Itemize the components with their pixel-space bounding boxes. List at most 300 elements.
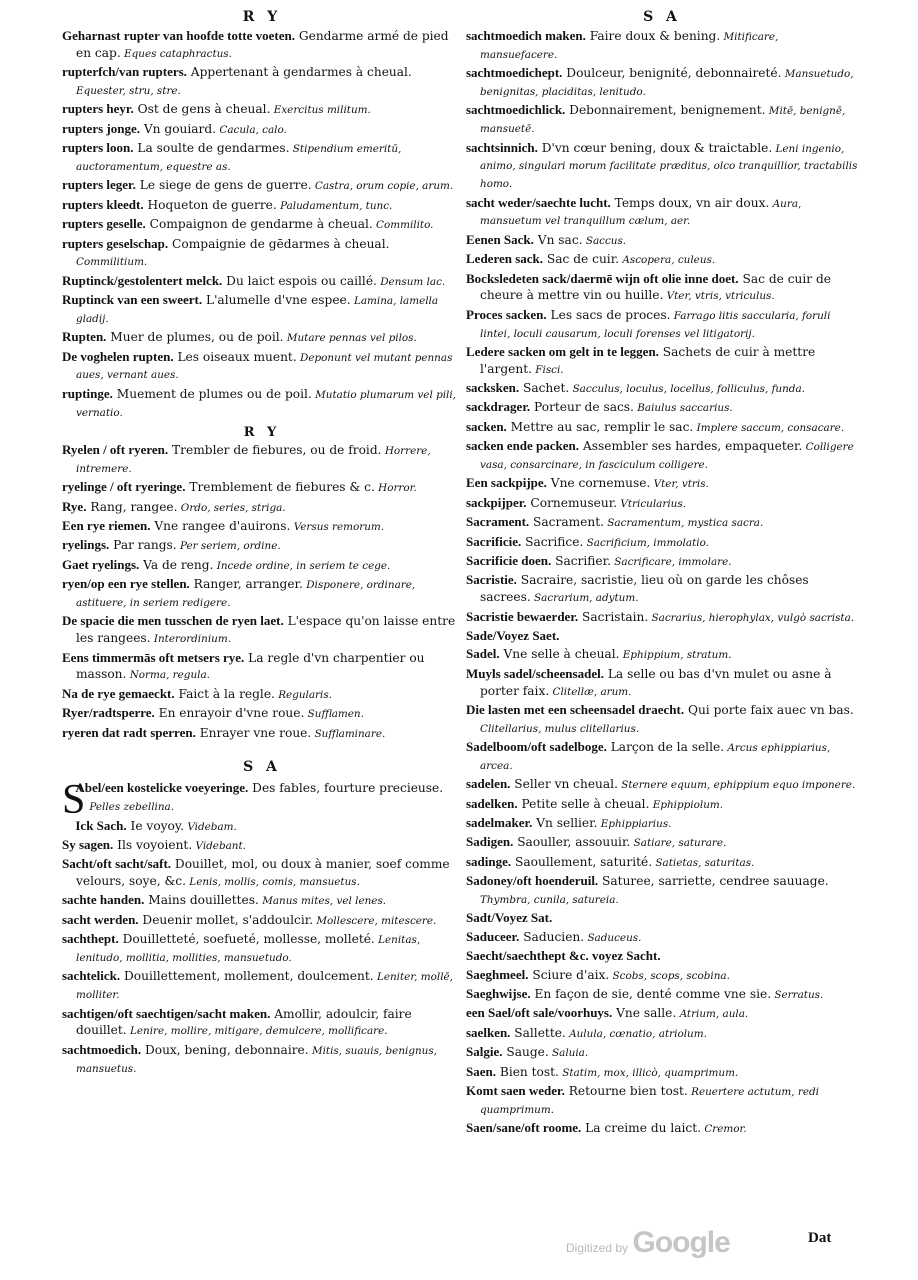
- headword: sacken ende packen.: [466, 438, 580, 454]
- french-gloss: Vne selle à cheual.: [499, 647, 620, 662]
- latin-gloss: Sufflaminare.: [311, 727, 386, 740]
- french-gloss: Va de reng.: [139, 557, 214, 572]
- latin-gloss: Baiulus saccarius.: [633, 402, 733, 415]
- headword: Sadelboom/oft sadelboge.: [466, 739, 607, 755]
- french-gloss: Ost de gens à cheual.: [133, 102, 271, 117]
- latin-gloss: Horrere, intremere.: [76, 445, 431, 475]
- headword: rupters geselschap.: [62, 235, 169, 251]
- headword: Een rye riemen.: [62, 518, 151, 534]
- french-gloss: Sacrifice.: [521, 534, 584, 549]
- right-column: [466, 6, 858, 1140]
- headword: Proces sacken.: [466, 306, 547, 322]
- french-gloss: Ie voyoy.: [126, 818, 185, 833]
- latin-gloss: Stipendium emeritū, auctoramentum, equestre as.: [76, 143, 402, 173]
- latin-gloss: Atrium, aula.: [676, 1008, 749, 1021]
- french-gloss: Les oiseaux muent.: [173, 349, 297, 364]
- french-gloss: La regle d'vn charpentier ou masson.: [76, 650, 425, 682]
- page-signature-right: S A: [643, 9, 681, 25]
- headword: sadinge.: [466, 853, 512, 869]
- dictionary-entry: [466, 834, 858, 852]
- latin-gloss: Saccus.: [582, 234, 627, 247]
- french-gloss: Compaignie de gēdarmes à cheual.: [168, 236, 390, 251]
- headword: sadelmaker.: [466, 815, 533, 831]
- french-gloss: Mettre au sac, remplir le sac.: [506, 419, 694, 434]
- headword: Ledere sacken om gelt in te leggen.: [466, 343, 659, 359]
- latin-gloss: Saduceus.: [584, 931, 642, 944]
- latin-gloss: Eques cataphractus.: [120, 47, 232, 60]
- french-gloss: Ranger, arranger.: [189, 577, 303, 592]
- dictionary-entry: [466, 1044, 858, 1062]
- headword: sacht werden.: [62, 911, 139, 927]
- latin-gloss: Aura, mansuetum vel tranquillum cælum, aer.: [480, 197, 802, 228]
- dictionary-entry: [62, 386, 462, 422]
- latin-gloss: Arcus ephippiarius, arcea.: [480, 742, 831, 772]
- latin-gloss: Thymbra, cunila, satureia.: [480, 894, 619, 907]
- latin-gloss: Clitellarius, mulus clitellarius.: [480, 722, 640, 735]
- headword: sachtelick.: [62, 968, 121, 984]
- french-gloss: Bien tost.: [495, 1064, 559, 1079]
- dictionary-entry: [62, 197, 462, 215]
- dictionary-entry: [466, 399, 858, 417]
- headword: Saen/sane/oft roome.: [466, 1120, 582, 1136]
- french-gloss: Du laict espois ou caillé.: [222, 273, 377, 288]
- headword: Sacht/oft sacht/saft.: [62, 856, 172, 872]
- dictionary-entry: [62, 121, 462, 139]
- french-gloss: Trembler de fiebures, ou de froid.: [168, 443, 382, 458]
- latin-gloss: Ephippium, stratum.: [619, 649, 732, 662]
- french-gloss: Vn sellier.: [532, 816, 598, 831]
- headword: sachthept.: [62, 931, 119, 947]
- headword: rupters leger.: [62, 177, 136, 193]
- latin-gloss: Equester, stru, stre.: [76, 84, 181, 97]
- latin-gloss: Ephippiarius.: [597, 818, 672, 831]
- headword: ryelinge / oft ryeringe.: [62, 479, 186, 495]
- dictionary-entry: [466, 572, 858, 607]
- headword: Salgie.: [466, 1044, 503, 1060]
- dictionary-entry: [62, 613, 462, 648]
- latin-gloss: Sacculus, loculus, locellus, folliculus, funda.: [569, 383, 805, 396]
- headword: sachtmoedich.: [62, 1041, 142, 1057]
- latin-gloss: Lenitas, lenitudo, mollitia, mollities, mansuetudo.: [76, 934, 421, 965]
- french-gloss: Deuenir mollet, s'addoulcir.: [138, 912, 314, 927]
- french-gloss: Tremblement de fiebures & c.: [185, 480, 375, 495]
- dictionary-entry: [62, 499, 462, 517]
- french-gloss: La creime du laict.: [581, 1121, 702, 1136]
- headword: Saen.: [466, 1063, 496, 1079]
- dictionary-entry: [466, 344, 858, 379]
- latin-gloss: Interordinium.: [150, 633, 231, 646]
- headword: een Sael/oft sale/voorhuys.: [466, 1005, 613, 1021]
- headword: sachtmoedichept.: [466, 65, 563, 81]
- french-gloss: Faire doux & bening.: [585, 29, 721, 43]
- french-gloss: En façon de sie, denté comme vne sie.: [530, 987, 772, 1002]
- dictionary-entry: [62, 557, 462, 575]
- latin-gloss: Sacrificium, immolatio.: [583, 536, 709, 549]
- headword: Sadigen.: [466, 834, 514, 850]
- french-gloss: Saducien.: [519, 929, 585, 944]
- entry-list-sa: [62, 777, 462, 1077]
- french-gloss: Retourne bien tost.: [564, 1083, 688, 1098]
- french-gloss: Saturee, sarriette, cendree sauuage.: [598, 874, 829, 889]
- french-gloss: Porteur de sacs.: [530, 400, 634, 415]
- french-gloss: Douilletteté, soefueté, mollesse, molleté.: [118, 932, 375, 947]
- google-logo: Google: [632, 1226, 730, 1259]
- french-gloss: Vn sac.: [533, 232, 583, 247]
- headword: Lederen sack.: [466, 251, 544, 267]
- latin-gloss: Mollescere, mitescere.: [313, 914, 437, 927]
- dictionary-entry: [466, 646, 858, 664]
- headword: Ryelen / oft ryeren.: [62, 442, 169, 458]
- dictionary-entry: [466, 1005, 858, 1023]
- page-signature-left: R Y: [242, 9, 282, 25]
- headword: sackdrager.: [466, 399, 531, 415]
- latin-gloss: Lenire, mollire, mitigare, demulcere, mollificare.: [126, 1025, 388, 1038]
- dictionary-entry: [62, 28, 462, 63]
- latin-gloss: Saluia.: [548, 1047, 589, 1060]
- dictionary-entry: [62, 892, 462, 910]
- dictionary-entry: [466, 495, 858, 513]
- french-gloss: Par rangs.: [109, 538, 177, 553]
- french-gloss: Doux, bening, debonnaire.: [141, 1042, 309, 1057]
- headword: Gaet ryelings.: [62, 556, 140, 572]
- dictionary-entry: [466, 1025, 858, 1043]
- headword: Saduceer.: [466, 928, 520, 944]
- french-gloss: La selle ou bas d'vn mulet ou asne à porter faix.: [480, 666, 832, 698]
- headword: Sadel.: [466, 646, 500, 662]
- french-gloss: Ils voyoient.: [113, 837, 193, 852]
- french-gloss: Larçon de la selle.: [606, 740, 725, 755]
- dictionary-entry: [62, 837, 462, 855]
- dictionary-entry: [466, 380, 858, 398]
- headword: sadelken.: [466, 795, 518, 811]
- dictionary-entry: [62, 64, 462, 100]
- latin-gloss: Castra, orum copie, arum.: [311, 180, 454, 193]
- headword: Een sackpijpe.: [466, 475, 547, 491]
- headword: rupters kleedt.: [62, 196, 144, 212]
- latin-gloss: Ephippiolum.: [649, 798, 724, 811]
- latin-gloss: Norma, regula.: [126, 669, 210, 682]
- french-gloss: Sallette.: [510, 1025, 566, 1040]
- dictionary-entry: [62, 140, 462, 176]
- latin-gloss: Paludamentum, tunc.: [276, 199, 393, 212]
- dictionary-entry: [62, 725, 462, 743]
- latin-gloss: Statim, mox, illicò, quamprimum.: [558, 1066, 739, 1079]
- latin-gloss: Horror.: [374, 482, 417, 495]
- headword: Sy sagen.: [62, 836, 114, 852]
- french-gloss: Seller vn cheual.: [510, 777, 618, 792]
- headword: Rupten.: [62, 329, 107, 345]
- french-gloss: Sacrament.: [529, 515, 604, 530]
- dictionary-entry: [62, 292, 462, 328]
- dictionary-entry: [466, 438, 858, 474]
- headword: sachtmoedichlick.: [466, 102, 566, 118]
- section-heading-ry: R Y: [243, 425, 281, 441]
- dictionary-entry: [62, 968, 462, 1004]
- headword: Sade/Voyez Saet.: [466, 627, 560, 643]
- dictionary-entry: [62, 777, 462, 824]
- latin-gloss: Mitē, benignē, mansuetē.: [480, 105, 846, 136]
- latin-gloss: Videbam.: [184, 820, 237, 833]
- dictionary-entry: [466, 534, 858, 552]
- headword: Geharnast rupter van hoofde totte voeten.: [62, 28, 296, 43]
- latin-gloss: Sacrarius, hierophylax, vulgò sacrista.: [648, 611, 855, 624]
- french-gloss: Des fables, fourture precieuse.: [248, 781, 444, 796]
- latin-gloss: Aulula, cœnatio, atriolum.: [565, 1027, 707, 1040]
- digitized-watermark: [566, 1226, 730, 1260]
- dictionary-entry: [62, 856, 462, 891]
- headword: rupters jonge.: [62, 120, 140, 136]
- dictionary-entry: [466, 929, 858, 947]
- dictionary-entry: [62, 576, 462, 612]
- french-gloss: Petite selle à cheual.: [517, 796, 650, 811]
- dictionary-entry: [62, 705, 462, 723]
- french-gloss: L'espace qu'on laisse entre les rangees.: [76, 614, 456, 646]
- latin-gloss: Sufflamen.: [304, 708, 364, 721]
- french-gloss: Qui porte faix auec vn bas.: [684, 702, 854, 717]
- dictionary-entry: [466, 815, 858, 833]
- headword: Saeghwijse.: [466, 986, 531, 1002]
- dictionary-entry: [466, 1120, 858, 1138]
- headword: ryelings.: [62, 537, 110, 553]
- dictionary-entry: [62, 236, 462, 272]
- section-heading-sa: S A: [243, 759, 281, 776]
- french-gloss: Sciure d'aix.: [528, 967, 610, 982]
- headword: rupters geselle.: [62, 216, 146, 232]
- french-gloss: Vne rangee d'auirons.: [150, 519, 291, 534]
- dictionary-entry: [62, 479, 462, 497]
- french-gloss: Saouller, assouuir.: [513, 835, 631, 850]
- latin-gloss: Colligere vasa, consarcinare, in fasciculum colligere.: [480, 441, 854, 472]
- headword: Sacrament.: [466, 514, 530, 530]
- headword: De voghelen rupten.: [62, 348, 174, 364]
- french-gloss: Sacraire, sacristie, lieu où on garde les chôses sacrees.: [480, 573, 809, 605]
- dictionary-entry: [62, 931, 462, 967]
- latin-gloss: Commilito.: [372, 219, 434, 232]
- french-gloss: Enrayer vne roue.: [195, 725, 312, 740]
- french-gloss: La soulte de gendarmes.: [133, 141, 290, 156]
- french-gloss: Sachet.: [519, 381, 570, 396]
- dictionary-entry: [62, 686, 462, 704]
- headword: Sacrificie.: [466, 533, 522, 549]
- headword: Abel/een kostelicke voeyeringe.: [75, 780, 249, 796]
- headword: sachtigen/oft saechtigen/sacht maken.: [62, 1005, 271, 1021]
- dictionary-entry: [466, 1064, 858, 1082]
- latin-gloss: Sternere equum, ephippium equo imponere.: [617, 779, 856, 792]
- dictionary-entry: [466, 702, 858, 738]
- dictionary-entry: [62, 1006, 462, 1041]
- latin-gloss: Ascopera, culeus.: [619, 254, 716, 267]
- headword: Eenen Sack.: [466, 231, 534, 247]
- dictionary-entry: [466, 65, 858, 101]
- french-gloss: Muement de plumes ou de poil.: [112, 386, 312, 401]
- latin-gloss: Cacula, calo.: [216, 123, 287, 136]
- headword: ruptinge.: [62, 385, 113, 401]
- french-gloss: Appertenant à gendarmes à cheual.: [186, 65, 412, 80]
- dictionary-entry: [466, 986, 858, 1004]
- dictionary-entry: [466, 854, 858, 872]
- dictionary-entry: [466, 948, 858, 965]
- latin-gloss: Sacrarium, adytum.: [530, 592, 639, 605]
- headword: sacht weder/saechte lucht.: [466, 194, 611, 210]
- french-gloss: Vne cornemuse.: [546, 476, 651, 491]
- headword: rupterfch/van rupters.: [62, 64, 187, 80]
- dictionary-entry: [62, 349, 462, 385]
- dictionary-entry: [466, 419, 858, 437]
- headword: sacksken.: [466, 380, 520, 396]
- dictionary-entry: [466, 796, 858, 814]
- dictionary-entry: [62, 177, 462, 195]
- french-gloss: Vn gouiard.: [140, 121, 217, 136]
- latin-gloss: Deponunt vel mutant pennas aues, vernant aues.: [76, 351, 453, 382]
- headword: ryen/op een rye stellen.: [62, 576, 190, 592]
- french-gloss: Sac de cuir de cheure à mettre vin ou huille.: [480, 271, 831, 303]
- headword: rupters loon.: [62, 140, 134, 156]
- headword: Ick Sach.: [75, 817, 127, 833]
- dictionary-entry: [466, 553, 858, 571]
- dictionary-entry: [62, 537, 462, 555]
- french-gloss: Debonnairement, benignement.: [565, 103, 766, 118]
- dictionary-entry: [62, 912, 462, 930]
- headword: sadelen.: [466, 776, 511, 792]
- dictionary-entry: [466, 739, 858, 775]
- dictionary-entry: [62, 101, 462, 119]
- latin-gloss: Mutatio plumarum vel pili, vernatio.: [76, 388, 456, 419]
- headword: Eens timmermās oft metsers rye.: [62, 649, 245, 665]
- dictionary-entry: [62, 1042, 462, 1078]
- catchword: Dat: [808, 1230, 832, 1246]
- dictionary-entry: [466, 475, 858, 493]
- french-gloss: Amollir, adoulcir, faire douillet.: [76, 1006, 412, 1038]
- dictionary-entry: [62, 273, 462, 291]
- french-gloss: Le siege de gens de guerre.: [135, 178, 312, 193]
- headword: Muyls sadel/scheensadel.: [466, 665, 604, 681]
- dictionary-entry: [466, 609, 858, 627]
- dictionary-entry: [62, 216, 462, 234]
- dictionary-entry: [466, 873, 858, 909]
- headword: saelken.: [466, 1024, 511, 1040]
- latin-gloss: Leniter, mollē, molliter.: [76, 971, 453, 1002]
- french-gloss: Sacrifier.: [551, 554, 611, 568]
- dictionary-entry: [466, 140, 858, 193]
- headword: Na de rye gemaeckt.: [62, 685, 175, 701]
- latin-gloss: Pelles zebellina.: [89, 801, 175, 814]
- french-gloss: Douillet, mol, ou doux à manier, soef comme velours, soye, &c.: [76, 857, 450, 889]
- dictionary-entry: [466, 251, 858, 269]
- french-gloss: Les sacs de proces.: [546, 307, 671, 322]
- dictionary-entry: [466, 232, 858, 250]
- latin-gloss: Vtricularius.: [617, 497, 686, 510]
- watermark-prefix: Digitized by: [566, 1241, 629, 1255]
- french-gloss: Doulceur, benignité, debonnaireté.: [562, 66, 782, 81]
- french-gloss: Temps doux, vn air doux.: [610, 195, 770, 210]
- french-gloss: Sauge.: [502, 1045, 549, 1060]
- french-gloss: Cornemuseur.: [526, 495, 618, 510]
- dictionary-entry: [62, 442, 462, 478]
- latin-gloss: Versus remorum.: [290, 521, 385, 534]
- french-gloss: L'alumelle d'vne espee.: [202, 293, 351, 308]
- latin-gloss: Farrago litis saccularia, foruli lintei, loculi causarum, loculi forenses vel litigatorij.: [480, 309, 831, 340]
- headword: Saeghmeel.: [466, 966, 529, 982]
- latin-gloss: Commilitium.: [76, 256, 148, 269]
- latin-gloss: Per seriem, ordine.: [176, 540, 281, 553]
- french-gloss: Sachets de cuir à mettre l'argent.: [480, 344, 816, 376]
- latin-gloss: Vter, vtris, vtriculus.: [663, 290, 775, 303]
- headword: De spacie die men tusschen de ryen laet.: [62, 613, 284, 629]
- dictionary-entry: [466, 776, 858, 794]
- latin-gloss: Sacrificare, immolare.: [610, 556, 732, 568]
- latin-gloss: Incede ordine, in seriem te cege.: [213, 559, 391, 572]
- latin-gloss: Clitellæ, arum.: [549, 685, 632, 698]
- headword: Ruptinck van een sweert.: [62, 292, 203, 308]
- dictionary-entry: [62, 518, 462, 536]
- dictionary-entry: [62, 818, 462, 836]
- french-gloss: Assembler ses hardes, empaqueter.: [579, 439, 803, 454]
- french-gloss: Saoullement, saturité.: [511, 854, 653, 869]
- dictionary-entry: [466, 967, 858, 985]
- dictionary-entry: [466, 514, 858, 532]
- headword: Sacristie.: [466, 572, 517, 588]
- entry-list-rye: [62, 442, 462, 742]
- french-gloss: Douillettement, mollement, doulcement.: [120, 969, 374, 984]
- dictionary-entry: [62, 650, 462, 685]
- headword: Sacrificie doen.: [466, 553, 552, 568]
- latin-gloss: Manus mites, vel lenes.: [258, 895, 387, 908]
- latin-gloss: Ordo, series, striga.: [177, 501, 286, 514]
- headword: Komt saen weder.: [466, 1082, 565, 1098]
- headword: Rye.: [62, 498, 87, 514]
- latin-gloss: Videbant.: [192, 839, 246, 852]
- french-gloss: Sac de cuir.: [543, 252, 620, 267]
- latin-gloss: Mitificare, mansuefacere.: [480, 31, 779, 61]
- headword: sackpijper.: [466, 494, 527, 510]
- headword: Ryer/radtsperre.: [62, 705, 155, 721]
- latin-gloss: Satiare, saturare.: [630, 837, 727, 850]
- drop-cap: S: [62, 777, 86, 824]
- latin-gloss: Exercitus militum.: [270, 104, 371, 117]
- dictionary-entry: [466, 628, 858, 645]
- french-gloss: Faict à la regle.: [174, 686, 275, 701]
- latin-gloss: Densum lac.: [376, 275, 446, 288]
- latin-gloss: Sacramentum, mystica sacra.: [604, 517, 764, 530]
- headword: Ruptinck/gestolentert melck.: [62, 272, 223, 288]
- headword: Bocksledeten sack/daermē wijn oft olie inne doet.: [466, 270, 739, 286]
- french-gloss: Muer de plumes, ou de poil.: [106, 330, 284, 345]
- latin-gloss: Regularis.: [274, 688, 332, 701]
- latin-gloss: Leni ingenio, animo, singulari morum facilitate præditus, olco tranquillior, tractabilis homo.: [480, 142, 858, 191]
- headword: sacken.: [466, 418, 507, 434]
- latin-gloss: Mansuetudo, benignitas, placiditas, lenitudo.: [480, 68, 854, 98]
- dictionary-entry: [466, 666, 858, 701]
- latin-gloss: Satietas, saturitas.: [652, 856, 755, 869]
- dictionary-entry: [466, 102, 858, 138]
- headword: Saecht/saechthept &c. voyez Sacht.: [466, 948, 661, 964]
- latin-gloss: Mutare pennas vel pilos.: [283, 332, 417, 345]
- french-gloss: Vne salle.: [612, 1006, 677, 1021]
- french-gloss: En enrayoir d'vne roue.: [154, 706, 305, 721]
- entry-list-sac: [466, 28, 858, 1138]
- dictionary-entry: [62, 329, 462, 347]
- headword: Sadt/Voyez Sat.: [466, 910, 553, 926]
- french-gloss: D'vn cœur bening, doux & traictable.: [537, 140, 773, 155]
- dictionary-entry: [466, 28, 858, 64]
- dictionary-entry: [466, 195, 858, 231]
- headword: sachtmoedich maken.: [466, 28, 586, 43]
- dictionary-entry: [466, 271, 858, 306]
- dictionary-entry: [466, 910, 858, 927]
- latin-gloss: Vter, vtris.: [650, 478, 709, 491]
- latin-gloss: Scobs, scops, scobina.: [609, 969, 730, 982]
- french-gloss: Sacristain.: [578, 609, 649, 624]
